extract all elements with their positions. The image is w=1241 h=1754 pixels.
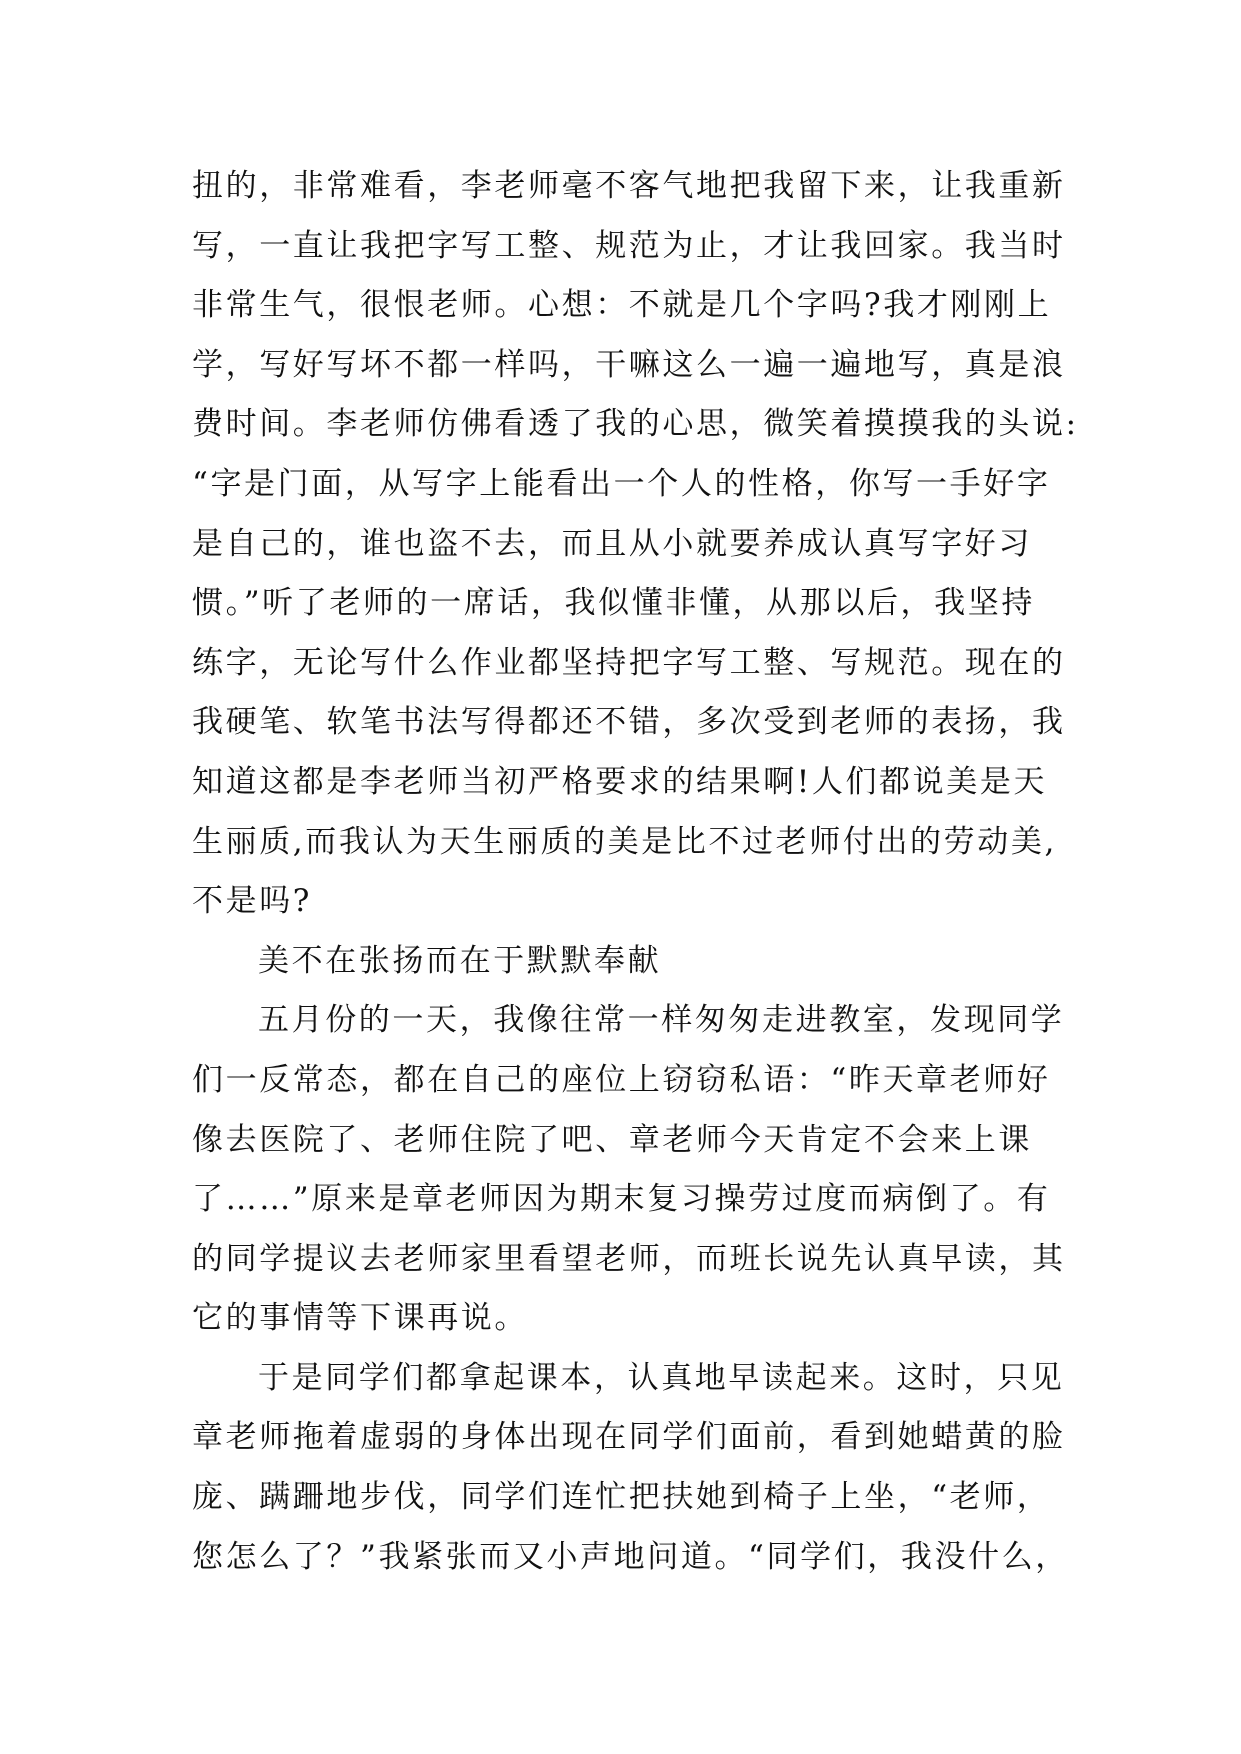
text-line: 们一反常态，都在自己的座位上窃窃私语：“昨天章老师好 [192, 1061, 1051, 1098]
text-line: 生丽质,而我认为天生丽质的美是比不过老师付出的劳动美, [192, 823, 1057, 860]
text-line: 是自己的，谁也盗不去，而且从小就要养成认真写字好习 [192, 525, 1032, 562]
paragraph-start-line: 于是同学们都拿起课本，认真地早读起来。这时，只见 [258, 1359, 1065, 1396]
text-line: 学，写好写坏不都一样吗，干嘛这么一遍一遍地写，真是浪 [192, 346, 1066, 383]
text-line: 扭的，非常难看，李老师毫不客气地把我留下来，让我重新 [192, 168, 1066, 204]
document-body [192, 157, 1079, 1587]
text-line: 它的事情等下课再说。 [192, 1300, 528, 1337]
text-line: 知道这都是李老师当初严格要求的结果啊!人们都说美是天 [192, 763, 1048, 800]
text-line: 庞、蹒跚地步伐，同学们连忙把扶她到椅子上坐，“老师， [192, 1479, 1051, 1516]
text-line: 您怎么了？”我紧张而又小声地问道。“同学们，我没什么， [192, 1538, 1069, 1575]
text-line: 不是吗? [192, 883, 313, 920]
text-line: 的同学提议去老师家里看望老师，而班长说先认真早读，其 [192, 1240, 1066, 1277]
text-line: 费时间。李老师仿佛看透了我的心思，微笑着摸摸我的头说: [192, 406, 1079, 443]
text-line: 了……”原来是章老师因为期末复习操劳过度而病倒了。有 [192, 1181, 1051, 1218]
text-line: 惯。”听了老师的一席话，我似懂非懂，从那以后，我坚持 [192, 585, 1035, 622]
text-line: 非常生气，很恨老师。心想：不就是几个字吗?我才刚刚上 [192, 287, 1052, 324]
text-line: 写，一直让我把字写工整、规范为止，才让我回家。我当时 [192, 227, 1066, 264]
text-line: 我硬笔、软笔书法写得都还不错，多次受到老师的表扬，我 [192, 704, 1066, 741]
text-line: 章老师拖着虚弱的身体出现在同学们面前，看到她蜡黄的脸 [192, 1419, 1066, 1456]
text-line: 练字，无论写什么作业都坚持把字写工整、写规范。现在的 [192, 644, 1066, 681]
text-line: 像去医院了、老师住院了吧、章老师今天肯定不会来上课 [192, 1121, 1032, 1158]
paragraph-start-line: 五月份的一天，我像往常一样匆匆走进教室，发现同学 [258, 1002, 1065, 1039]
text-line: “字是门面，从写字上能看出一个人的性格，你写一手好字 [192, 465, 1051, 502]
section-heading: 美不在张扬而在于默默奉献 [258, 942, 662, 979]
